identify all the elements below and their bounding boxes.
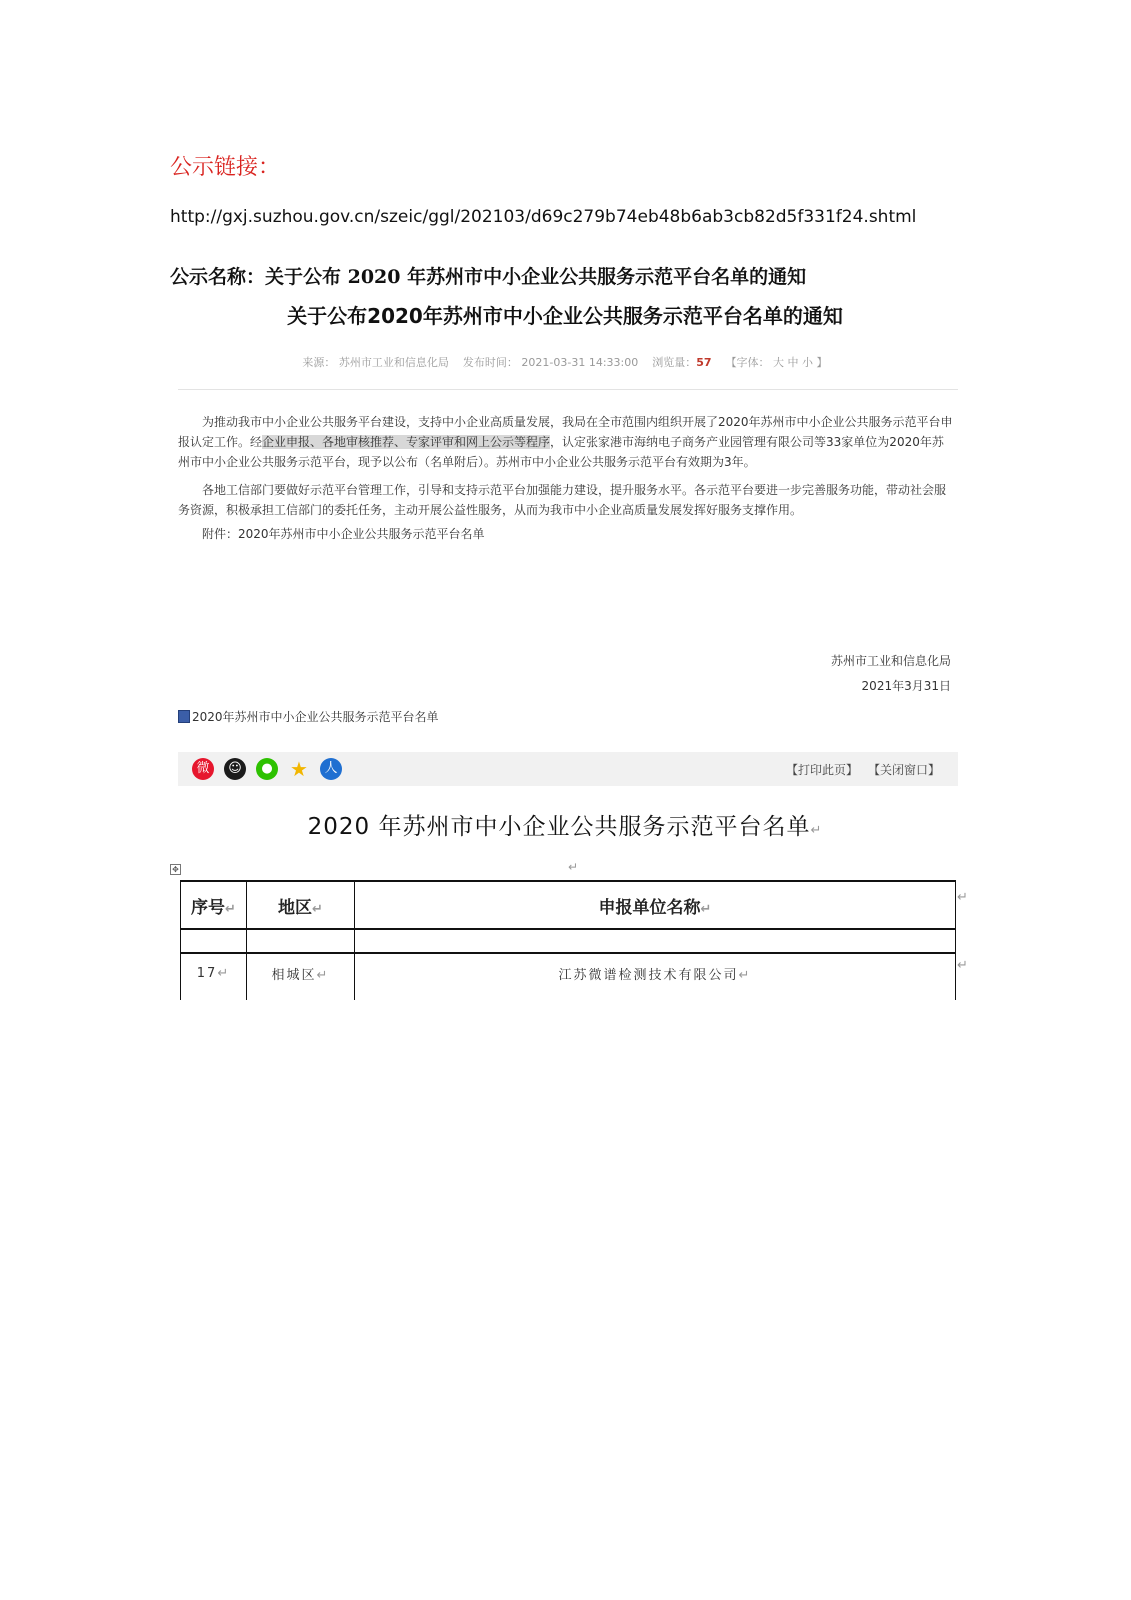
link-heading: 公示链接： bbox=[170, 155, 281, 180]
list-title bbox=[170, 808, 960, 841]
platform-table bbox=[180, 880, 956, 1000]
cell-no: 17↵ bbox=[181, 953, 247, 992]
close-window-button[interactable]: 【关闭窗口】 bbox=[867, 763, 940, 777]
font-size-control[interactable]: 【字体： 大 中 小 】 bbox=[725, 356, 828, 369]
return-mark-icon: ↵ bbox=[810, 823, 823, 838]
qq-icon[interactable]: ☺ bbox=[224, 758, 246, 780]
table-tail-row bbox=[181, 992, 956, 1000]
meta-source: 来源： 苏州市工业和信息化局 bbox=[302, 356, 449, 369]
notice-name-label: 公示名称：关于公布 2020 年苏州市中小企业公共服务示范平台名单的通知 bbox=[170, 266, 807, 288]
header-cell-no: 序号↵ bbox=[181, 881, 247, 929]
share-bar bbox=[178, 752, 958, 786]
notice-meta bbox=[170, 354, 960, 370]
notice-paragraph-3: 附件：2020年苏州市中小企业公共服务示范平台名单 bbox=[202, 527, 485, 541]
star-icon[interactable]: ★ bbox=[290, 757, 308, 781]
meta-views: 57 bbox=[696, 356, 712, 369]
return-mark-icon: ↵ bbox=[568, 860, 579, 874]
people-icon[interactable]: 人 bbox=[320, 758, 342, 780]
table-move-handle-icon[interactable]: ✥ bbox=[170, 864, 181, 875]
para1-text-a: 为推动我市中小企业公共服务平台建设，支持中小企业高质量发展，我局在全市范围内组织开展了2020年苏州市中小企业公共服务示范平台申报认定工作。经 bbox=[178, 415, 953, 449]
meta-views-label: 浏览量： bbox=[652, 356, 697, 369]
row-end-mark-icon: ↵ bbox=[957, 958, 968, 973]
notice-paragraph-1 bbox=[178, 412, 953, 472]
divider bbox=[178, 389, 958, 390]
para1-text-b: ，认定张家港市海纳电子商务产业园管理有限公司等33家单位为2020年苏州市中小企业公共服务示范平台，现予以公布（名单附后）。苏州市中小企业公共服务示范平台有效期为3年。 bbox=[178, 435, 944, 469]
row-end-mark-icon: ↵ bbox=[957, 890, 968, 905]
notice-title: 关于公布2020年苏州市中小企业公共服务示范平台名单的通知 bbox=[287, 304, 843, 328]
document-icon bbox=[178, 710, 190, 723]
cell-company: 江苏微谱检测技术有限公司↵ bbox=[355, 953, 956, 992]
signature-org: 苏州市工业和信息化局 bbox=[830, 654, 951, 668]
table-row bbox=[181, 953, 956, 992]
notice-paragraph-2: 各地工信部门要做好示范平台管理工作，引导和支持示范平台加强能力建设，提升服务水平。各示范平台要进一步完善服务功能，带动社会服务资源，积极承担工信部门的委托任务，主动开展公益性服务，从而为我市中小企业高质量发展发挥好服务支撑作用。 bbox=[178, 483, 947, 517]
attachment-label: 2020年苏州市中小企业公共服务示范平台名单 bbox=[192, 710, 439, 724]
print-button[interactable]: 【打印此页】 bbox=[785, 763, 858, 777]
signature-date: 2021年3月31日 bbox=[861, 679, 951, 693]
attachment-link[interactable] bbox=[178, 708, 439, 725]
weibo-icon[interactable]: 微 bbox=[192, 758, 214, 780]
header-cell-region: 地区↵ bbox=[247, 881, 355, 929]
table-gap-row bbox=[181, 929, 956, 953]
header-cell-company: 申报单位名称↵ bbox=[355, 881, 956, 929]
wechat-icon[interactable]: ● bbox=[256, 758, 278, 780]
para1-highlight: 企业申报、各地审核推荐、专家评审和网上公示等程序 bbox=[262, 435, 551, 449]
meta-published: 发布时间： 2021-03-31 14:33:00 bbox=[462, 356, 639, 369]
link-url[interactable]: http://gxj.suzhou.gov.cn/szeic/ggl/202103/d69c279b74eb48b6ab3cb82d5f331f24.shtml bbox=[170, 207, 917, 227]
list-title-text: 2020 年苏州市中小企业公共服务示范平台名单 bbox=[307, 814, 811, 840]
cell-region: 相城区↵ bbox=[247, 953, 355, 992]
table-header-row bbox=[181, 881, 956, 929]
